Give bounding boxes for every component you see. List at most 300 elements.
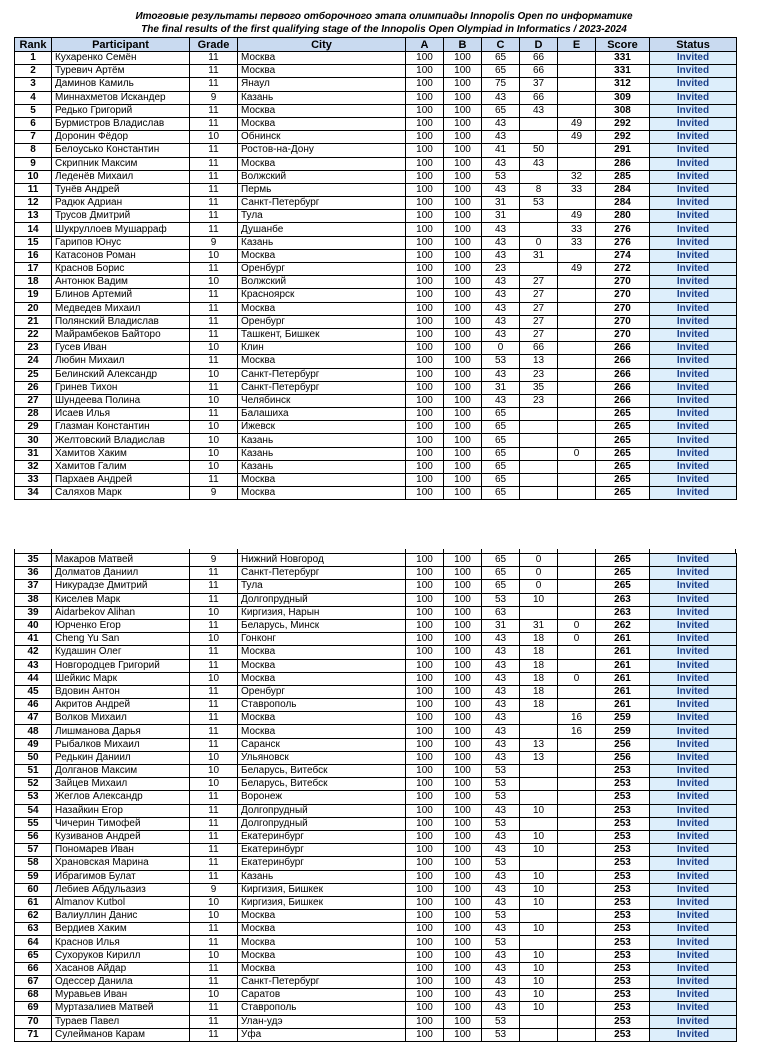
participant-cell: Блинов Артемий [52, 289, 190, 302]
score-e-cell [558, 355, 596, 368]
score-d-cell: 13 [520, 355, 558, 368]
score-a-cell: 100 [406, 962, 444, 975]
score-e-cell [558, 249, 596, 262]
score-c-cell: 31 [482, 197, 520, 210]
rank-cell: 32 [15, 460, 52, 473]
score-a-cell: 100 [406, 408, 444, 421]
status-cell: Invited [650, 646, 737, 659]
score-a-cell: 100 [406, 117, 444, 130]
score-b-cell: 100 [444, 421, 482, 434]
rank-cell: 61 [15, 896, 52, 909]
participant-cell: Волков Михаил [52, 712, 190, 725]
score-b-cell: 100 [444, 276, 482, 289]
city-cell: Тула [238, 210, 406, 223]
table-row [15, 646, 737, 659]
grade-cell: 10 [190, 989, 238, 1002]
grade-cell: 11 [190, 646, 238, 659]
score-a-cell: 100 [406, 672, 444, 685]
grade-cell: 10 [190, 342, 238, 355]
grade-cell: 11 [190, 157, 238, 170]
grade-cell: 11 [190, 315, 238, 328]
score-e-cell [558, 421, 596, 434]
table-row [15, 1015, 737, 1028]
score-a-cell: 100 [406, 157, 444, 170]
score-a-cell: 100 [406, 738, 444, 751]
score-e-cell: 49 [558, 117, 596, 130]
score-b-cell: 100 [444, 170, 482, 183]
participant-cell: Трусов Дмитрий [52, 210, 190, 223]
grade-cell: 11 [190, 712, 238, 725]
score-c-cell: 41 [482, 144, 520, 157]
score-b-cell: 100 [444, 765, 482, 778]
grade-cell: 10 [190, 460, 238, 473]
status-cell: Invited [650, 896, 737, 909]
city-cell: Киргизия, Бишкек [238, 896, 406, 909]
rank-cell: 11 [15, 183, 52, 196]
score-a-cell: 100 [406, 659, 444, 672]
score-c-cell: 75 [482, 78, 520, 91]
score-a-cell: 100 [406, 394, 444, 407]
score-e-cell [558, 765, 596, 778]
score-e-cell [558, 302, 596, 315]
status-cell: Invited [650, 844, 737, 857]
score-b-cell: 100 [444, 685, 482, 698]
score-d-cell: 10 [520, 844, 558, 857]
status-cell: Invited [650, 1002, 737, 1015]
city-cell: Душанбе [238, 223, 406, 236]
score-d-cell: 27 [520, 289, 558, 302]
participant-cell: Зайцев Михаил [52, 778, 190, 791]
table-row [15, 368, 737, 381]
status-cell: Invited [650, 712, 737, 725]
score-d-cell: 0 [520, 567, 558, 580]
participant-cell: Тунёв Андрей [52, 183, 190, 196]
status-cell: Invited [650, 738, 737, 751]
total-score-cell: 265 [596, 487, 650, 500]
status-cell: Invited [650, 408, 737, 421]
rank-cell: 56 [15, 830, 52, 843]
participant-cell: Бурмистров Владислав [52, 117, 190, 130]
grade-cell: 11 [190, 328, 238, 341]
score-e-cell [558, 328, 596, 341]
score-a-cell: 100 [406, 976, 444, 989]
table-row [15, 606, 737, 619]
table-row [15, 976, 737, 989]
total-score-cell: 253 [596, 778, 650, 791]
rank-cell: 31 [15, 447, 52, 460]
city-cell: Ташкент, Бишкек [238, 328, 406, 341]
rank-cell: 71 [15, 1028, 52, 1041]
total-score-cell: 253 [596, 936, 650, 949]
status-cell: Invited [650, 460, 737, 473]
score-c-cell: 43 [482, 276, 520, 289]
status-cell: Invited [650, 989, 737, 1002]
score-e-cell [558, 699, 596, 712]
grade-cell: 9 [190, 883, 238, 896]
score-a-cell: 100 [406, 712, 444, 725]
grade-cell: 11 [190, 210, 238, 223]
participant-cell: Aidarbekov Alihan [52, 606, 190, 619]
score-c-cell: 65 [482, 474, 520, 487]
city-cell: Оренбург [238, 685, 406, 698]
results-table-page-1 [14, 37, 737, 500]
participant-cell: Никурадзе Дмитрий [52, 580, 190, 593]
city-cell: Беларусь, Витебск [238, 765, 406, 778]
grade-cell: 10 [190, 368, 238, 381]
score-b-cell: 100 [444, 672, 482, 685]
score-b-cell: 100 [444, 593, 482, 606]
score-b-cell: 100 [444, 910, 482, 923]
city-cell: Казань [238, 870, 406, 883]
grade-cell: 11 [190, 302, 238, 315]
status-cell: Invited [650, 263, 737, 276]
grade-cell: 9 [190, 91, 238, 104]
score-a-cell: 100 [406, 474, 444, 487]
grade-cell: 10 [190, 896, 238, 909]
city-cell: Ставрополь [238, 699, 406, 712]
total-score-cell: 266 [596, 368, 650, 381]
table-row [15, 619, 737, 632]
participant-cell: Ибрагимов Булат [52, 870, 190, 883]
column-header-rank: Rank [15, 38, 52, 52]
score-c-cell: 53 [482, 857, 520, 870]
grade-cell: 10 [190, 751, 238, 764]
table-row [15, 487, 737, 500]
status-cell: Invited [650, 751, 737, 764]
score-d-cell: 10 [520, 804, 558, 817]
score-d-cell: 10 [520, 830, 558, 843]
score-a-cell: 100 [406, 302, 444, 315]
score-e-cell: 0 [558, 447, 596, 460]
participant-cell: Киселев Марк [52, 593, 190, 606]
score-b-cell: 100 [444, 738, 482, 751]
score-e-cell [558, 78, 596, 91]
rank-cell: 58 [15, 857, 52, 870]
score-a-cell: 100 [406, 857, 444, 870]
score-d-cell [520, 460, 558, 473]
participant-cell: Сухоруков Кирилл [52, 949, 190, 962]
table-row [15, 1002, 737, 1015]
grade-cell: 11 [190, 844, 238, 857]
table-row [15, 460, 737, 473]
score-c-cell: 43 [482, 699, 520, 712]
grade-cell: 11 [190, 817, 238, 830]
total-score-cell: 253 [596, 1015, 650, 1028]
table-row [15, 289, 737, 302]
score-b-cell: 100 [444, 936, 482, 949]
score-b-cell: 100 [444, 91, 482, 104]
table-row [15, 65, 737, 78]
participant-cell: Шундеева Полина [52, 394, 190, 407]
grade-cell: 11 [190, 170, 238, 183]
rank-cell: 38 [15, 593, 52, 606]
score-c-cell: 43 [482, 236, 520, 249]
score-d-cell: 27 [520, 328, 558, 341]
score-c-cell: 65 [482, 65, 520, 78]
city-cell: Саранск [238, 738, 406, 751]
score-c-cell: 65 [482, 421, 520, 434]
grade-cell: 11 [190, 355, 238, 368]
table-row [15, 844, 737, 857]
score-c-cell: 43 [482, 633, 520, 646]
score-e-cell [558, 394, 596, 407]
participant-cell: Шукруллоев Мушарраф [52, 223, 190, 236]
score-d-cell: 18 [520, 699, 558, 712]
score-d-cell: 37 [520, 78, 558, 91]
score-c-cell: 53 [482, 778, 520, 791]
table-row [15, 817, 737, 830]
rank-cell: 1 [15, 52, 52, 65]
score-e-cell [558, 434, 596, 447]
rank-cell: 21 [15, 315, 52, 328]
score-a-cell: 100 [406, 804, 444, 817]
total-score-cell: 270 [596, 276, 650, 289]
total-score-cell: 292 [596, 117, 650, 130]
city-cell: Москва [238, 646, 406, 659]
score-b-cell: 100 [444, 923, 482, 936]
rank-cell: 14 [15, 223, 52, 236]
status-cell: Invited [650, 804, 737, 817]
score-a-cell: 100 [406, 989, 444, 1002]
rank-cell: 62 [15, 910, 52, 923]
table-row [15, 962, 737, 975]
participant-cell: Сулейманов Карам [52, 1028, 190, 1041]
table-row [15, 804, 737, 817]
city-cell: Ижевск [238, 421, 406, 434]
score-a-cell: 100 [406, 78, 444, 91]
column-header-grade: Grade [190, 38, 238, 52]
city-cell: Москва [238, 949, 406, 962]
grade-cell: 11 [190, 183, 238, 196]
table-row [15, 936, 737, 949]
score-b-cell: 100 [444, 633, 482, 646]
rank-cell: 13 [15, 210, 52, 223]
table-row [15, 210, 737, 223]
score-d-cell [520, 487, 558, 500]
table-row [15, 131, 737, 144]
participant-cell: Полянский Владислав [52, 315, 190, 328]
score-b-cell: 100 [444, 474, 482, 487]
participant-cell: Леденёв Михаил [52, 170, 190, 183]
total-score-cell: 256 [596, 738, 650, 751]
status-cell: Invited [650, 1028, 737, 1041]
score-d-cell: 0 [520, 236, 558, 249]
status-cell: Invited [650, 487, 737, 500]
grade-cell: 11 [190, 857, 238, 870]
grade-cell: 10 [190, 421, 238, 434]
rank-cell: 33 [15, 474, 52, 487]
total-score-cell: 253 [596, 830, 650, 843]
rank-cell: 9 [15, 157, 52, 170]
city-cell: Москва [238, 672, 406, 685]
score-b-cell: 100 [444, 778, 482, 791]
score-a-cell: 100 [406, 487, 444, 500]
grade-cell: 11 [190, 474, 238, 487]
score-c-cell: 43 [482, 183, 520, 196]
score-b-cell: 100 [444, 712, 482, 725]
score-e-cell [558, 883, 596, 896]
rank-cell: 18 [15, 276, 52, 289]
city-cell: Москва [238, 910, 406, 923]
table-row [15, 276, 737, 289]
score-b-cell: 100 [444, 804, 482, 817]
score-e-cell: 49 [558, 131, 596, 144]
score-b-cell: 100 [444, 223, 482, 236]
score-d-cell [520, 223, 558, 236]
score-c-cell: 43 [482, 157, 520, 170]
total-score-cell: 270 [596, 302, 650, 315]
score-d-cell: 23 [520, 368, 558, 381]
rank-cell: 29 [15, 421, 52, 434]
score-c-cell: 43 [482, 117, 520, 130]
score-d-cell [520, 606, 558, 619]
rank-cell: 57 [15, 844, 52, 857]
score-c-cell: 65 [482, 460, 520, 473]
table-row [15, 580, 737, 593]
table-row [15, 394, 737, 407]
score-b-cell: 100 [444, 580, 482, 593]
table-row [15, 170, 737, 183]
score-e-cell [558, 962, 596, 975]
score-e-cell [558, 593, 596, 606]
score-b-cell: 100 [444, 1028, 482, 1041]
city-cell: Улан-удэ [238, 1015, 406, 1028]
score-e-cell: 33 [558, 183, 596, 196]
status-cell: Invited [650, 170, 737, 183]
rank-cell: 3 [15, 78, 52, 91]
score-d-cell [520, 765, 558, 778]
score-b-cell: 100 [444, 342, 482, 355]
table-row [15, 342, 737, 355]
score-c-cell: 0 [482, 342, 520, 355]
participant-cell: Редькин Даниил [52, 751, 190, 764]
table-row [15, 685, 737, 698]
rank-cell: 55 [15, 817, 52, 830]
table-row [15, 699, 737, 712]
status-cell: Invited [650, 131, 737, 144]
table-row [15, 157, 737, 170]
score-a-cell: 100 [406, 236, 444, 249]
score-e-cell [558, 487, 596, 500]
score-d-cell: 53 [520, 197, 558, 210]
score-c-cell: 43 [482, 896, 520, 909]
total-score-cell: 261 [596, 646, 650, 659]
grade-cell: 11 [190, 738, 238, 751]
score-b-cell: 100 [444, 381, 482, 394]
total-score-cell: 292 [596, 131, 650, 144]
table-row [15, 144, 737, 157]
grade-cell: 10 [190, 949, 238, 962]
participant-cell: Краснов Борис [52, 263, 190, 276]
score-e-cell [558, 289, 596, 302]
score-a-cell: 100 [406, 447, 444, 460]
score-e-cell [558, 844, 596, 857]
total-score-cell: 270 [596, 328, 650, 341]
grade-cell: 11 [190, 791, 238, 804]
participant-cell: Антонюк Вадим [52, 276, 190, 289]
score-c-cell: 43 [482, 870, 520, 883]
total-score-cell: 261 [596, 699, 650, 712]
city-cell: Ростов-на-Дону [238, 144, 406, 157]
score-e-cell [558, 830, 596, 843]
city-cell: Оренбург [238, 315, 406, 328]
rank-cell: 22 [15, 328, 52, 341]
city-cell: Саратов [238, 989, 406, 1002]
score-e-cell [558, 580, 596, 593]
score-a-cell: 100 [406, 554, 444, 567]
participant-cell: Вдовин Антон [52, 685, 190, 698]
score-a-cell: 100 [406, 144, 444, 157]
score-d-cell [520, 857, 558, 870]
score-c-cell: 43 [482, 659, 520, 672]
status-cell: Invited [650, 394, 737, 407]
rank-cell: 17 [15, 263, 52, 276]
score-b-cell: 100 [444, 619, 482, 632]
rank-cell: 60 [15, 883, 52, 896]
rank-cell: 48 [15, 725, 52, 738]
participant-cell: Вердиев Хаким [52, 923, 190, 936]
status-cell: Invited [650, 328, 737, 341]
status-cell: Invited [650, 434, 737, 447]
score-d-cell: 10 [520, 593, 558, 606]
status-cell: Invited [650, 554, 737, 567]
total-score-cell: 253 [596, 857, 650, 870]
score-a-cell: 100 [406, 368, 444, 381]
score-c-cell: 53 [482, 593, 520, 606]
status-cell: Invited [650, 633, 737, 646]
status-cell: Invited [650, 91, 737, 104]
score-a-cell: 100 [406, 104, 444, 117]
city-cell: Москва [238, 117, 406, 130]
grade-cell: 10 [190, 765, 238, 778]
score-b-cell: 100 [444, 857, 482, 870]
participant-cell: Хамитов Хаким [52, 447, 190, 460]
table-row [15, 249, 737, 262]
grade-cell: 9 [190, 487, 238, 500]
score-d-cell: 18 [520, 633, 558, 646]
total-score-cell: 265 [596, 460, 650, 473]
city-cell: Санкт-Петербург [238, 368, 406, 381]
score-b-cell: 100 [444, 302, 482, 315]
grade-cell: 10 [190, 672, 238, 685]
score-a-cell: 100 [406, 791, 444, 804]
score-d-cell [520, 817, 558, 830]
rank-cell: 69 [15, 1002, 52, 1015]
grade-cell: 10 [190, 910, 238, 923]
score-c-cell: 53 [482, 910, 520, 923]
status-cell: Invited [650, 342, 737, 355]
score-d-cell: 66 [520, 65, 558, 78]
score-a-cell: 100 [406, 197, 444, 210]
score-d-cell: 13 [520, 751, 558, 764]
score-b-cell: 100 [444, 844, 482, 857]
city-cell: Долгопрудный [238, 804, 406, 817]
score-e-cell [558, 368, 596, 381]
score-a-cell: 100 [406, 619, 444, 632]
rank-cell: 68 [15, 989, 52, 1002]
document-title-english: The final results of the first qualifying stage of the Innopolis Open Olympiad in Informatics / 2023-2024 [141, 24, 627, 35]
city-cell: Киргизия, Нарын [238, 606, 406, 619]
score-d-cell: 18 [520, 672, 558, 685]
score-e-cell: 32 [558, 170, 596, 183]
score-e-cell: 16 [558, 712, 596, 725]
table-row [15, 633, 737, 646]
score-a-cell: 100 [406, 580, 444, 593]
score-e-cell [558, 659, 596, 672]
score-c-cell: 53 [482, 791, 520, 804]
rank-cell: 12 [15, 197, 52, 210]
table-row [15, 78, 737, 91]
